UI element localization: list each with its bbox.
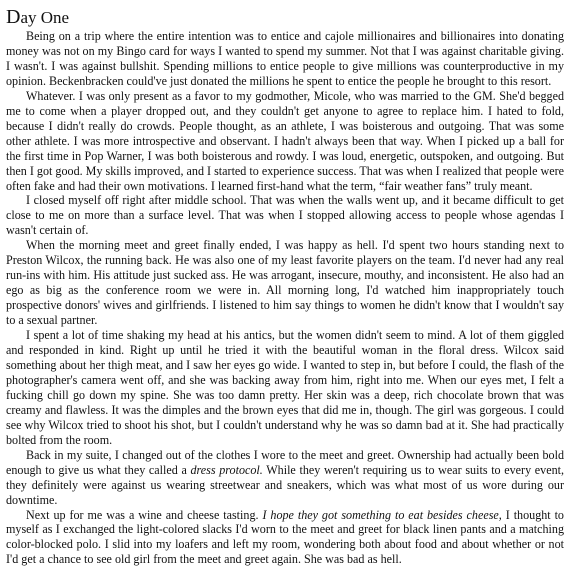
paragraph-text-after: While they weren't requiring us to wear suits to every event, they definitely were against us wearing streetwear and sneakers, which was what most of us wore during our downtime. — [6, 463, 564, 507]
paragraph-text: Being on a trip where the entire intention was to entice and cajole millionaires and billionaires into donating money was not on my Bingo card for ways I wanted to spend my summer. Not that I was against charitable giving. I wasn't. I was against bullshit. Spending millions to entice people to give millions was counterproductive in my opinion. Beckenbracken could've just donated the millions he spent to entice the people he brought to this resort. — [6, 29, 564, 88]
paragraph-emphasis: I hope they got something to eat besides cheese, — [262, 508, 501, 522]
paragraph-text: When the morning meet and greet finally ended, I was happy as hell. I'd spent two hours standing next to Preston Wilcox, the running back. He was also one of my least favorite players on the team. I'd never had any real run-ins with him. His attitude just sucked ass. He was arrogant, insecure, mouthy, and inconsistent. He also had an ego as big as the conference room we were in. All morning long, I'd watched him inappropriately touch prospective donors' wives and girlfriends. I listened to him say things to women he didn't know that I wouldn't say to a sexual partner. — [6, 238, 564, 327]
paragraph-3 — [6, 193, 564, 238]
paragraph-text: I spent a lot of time shaking my head at his antics, but the women didn't seem to mind. A lot of them giggled and responded in kind. Right up until he tried it with the beautiful woman in the floral dress. Wilcox said something about her thigh meat, and I saw her eyes go wide. I wanted to step in, but before I could, the flash of the photographer's camera went off, and she was backing away from him, right into me. When our eyes met, I felt a fucking chill go down my spine. She was too damn pretty. Her skin was a deep, rich chocolate brown that was creamy and flawless. It was the dimples and the brown eyes that did me in, though. The girl was gorgeous. I could see why Wilcox tried to shoot his shot, but I couldn't understand why he was so damn bad at it. She had practically bolted from the room. — [6, 328, 564, 447]
paragraph-text-after: I thought to myself as I exchanged the light-colored slacks I'd worn to the meet and greet for black linen pants and a matching color-blocked polo. I slid into my loafers and left my room, wondering both about food and about whether or not I'd get a chance to see old girl from the meet and greet again. She was bad as hell. — [6, 508, 564, 567]
paragraph-text-before: Back in my suite, I changed out of the clothes I wore to the meet and greet. Ownership had actually been bold enough to give us what they called a — [6, 448, 564, 477]
paragraph-emphasis: dress protocol. — [190, 463, 262, 477]
paragraph-1 — [6, 29, 564, 89]
page — [6, 7, 564, 567]
chapter-title-initial: D — [6, 6, 20, 28]
paragraph-2 — [6, 89, 564, 194]
paragraph-7 — [6, 508, 564, 567]
paragraph-6 — [6, 448, 564, 508]
chapter-title-rest: ay One — [20, 8, 69, 27]
paragraph-4 — [6, 238, 564, 328]
chapter-title — [6, 7, 564, 28]
paragraph-text: Whatever. I was only present as a favor to my godmother, Micole, who was married to the GM. She'd begged me to come when a player dropped out, and they couldn't get anyone to agree to replace him. I hated to fold, because I didn't really do crowds. People thought, as an athlete, I was boisterous and outgoing. That was some other athlete. I was more introspective and observant. I hadn't always been that way. When I picked up a ball for the first time in Pop Warner, I was both boisterous and rowdy. I was loud, energetic, outspoken, and outgoing. But then I got good. My skills improved, and I started to experience success. That was when I realized that people were often fake and had their own motivations. I learned first-hand what the term, “fair weather fans” truly meant. — [6, 89, 564, 193]
paragraph-text-before: Next up for me was a wine and cheese tasting. — [26, 508, 262, 522]
paragraph-text: I closed myself off right after middle school. That was when the walls went up, and it became difficult to get close to me on more than a surface level. That was when I stopped allowing access to people whose agendas I wasn't certain of. — [6, 193, 564, 237]
paragraph-5 — [6, 328, 564, 448]
